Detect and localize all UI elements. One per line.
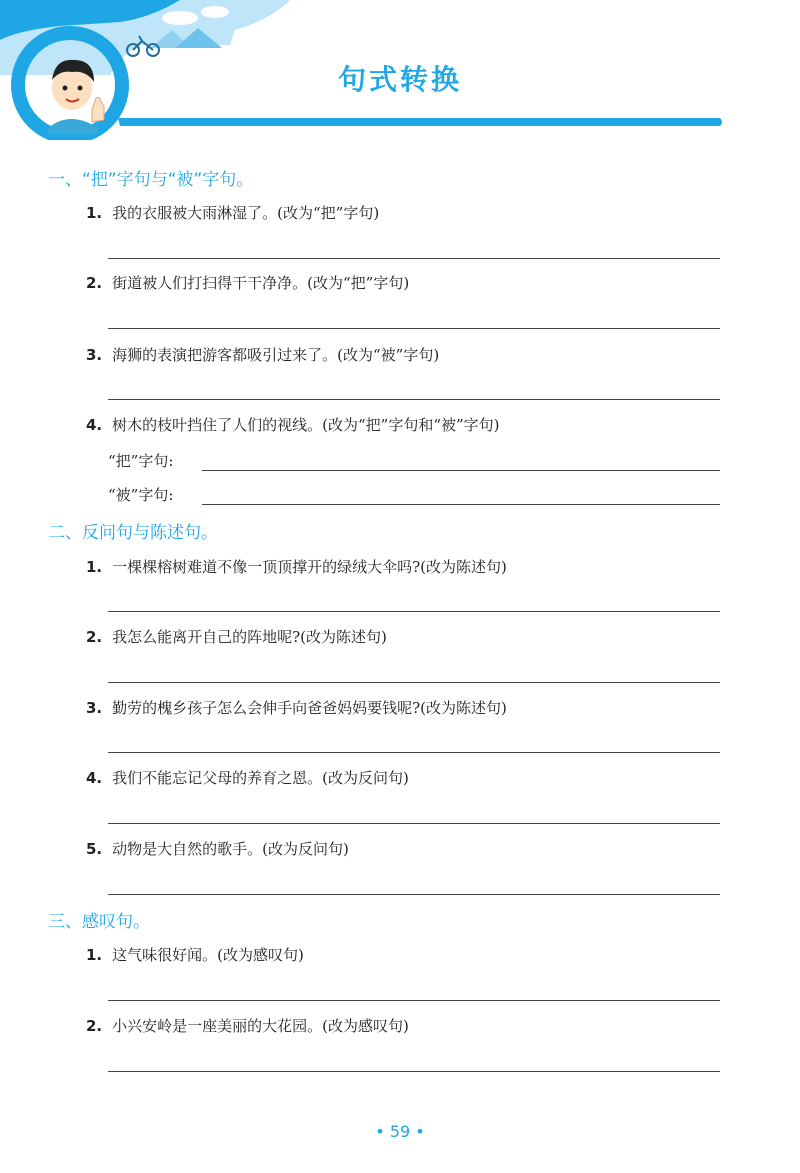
answer-line[interactable] [108,1000,720,1001]
question-number: 4. [86,416,103,434]
answer-line[interactable] [108,1071,720,1072]
answer-line[interactable] [108,258,720,259]
question-text: 动物是大自然的歌手。(改为反问句) [112,840,349,858]
question-3-1 [86,944,304,965]
question-1-2 [86,272,409,293]
question-2-3 [86,697,507,718]
question-text: 一棵棵榕树难道不像一顶顶撑开的绿绒大伞吗?(改为陈述句) [112,558,507,576]
page-number: • 59 • [375,1122,425,1141]
page-title: 句式转换 [337,63,462,96]
question-text: 海狮的表演把游客都吸引过来了。(改为“被”字句) [112,346,440,364]
question-number: 5. [86,840,103,858]
question-number: 2. [86,628,103,646]
answer-line[interactable] [108,752,720,753]
question-text: 这气味很好闻。(改为感叹句) [112,946,304,964]
question-text: 我们不能忘记父母的养育之恩。(改为反问句) [112,769,409,787]
answer-line[interactable] [108,399,720,400]
question-number: 1. [86,558,103,576]
sub-label-ba: “把”字句: [108,452,174,470]
question-number: 4. [86,769,103,787]
question-2-1 [86,556,507,577]
question-text: 我的衣服被大雨淋湿了。(改为“把”字句) [112,204,380,222]
answer-line[interactable] [108,894,720,895]
question-text: 我怎么能离开自己的阵地呢?(改为陈述句) [112,628,387,646]
question-text: 勤劳的槐乡孩子怎么会伸手向爸爸妈妈要钱呢?(改为陈述句) [112,699,507,717]
question-2-4 [86,767,409,788]
sub-label-bei: “被”字句: [108,486,174,504]
answer-line[interactable] [108,611,720,612]
question-number: 3. [86,346,103,364]
question-1-4 [86,414,500,435]
question-text: 小兴安岭是一座美丽的大花园。(改为感叹句) [112,1017,409,1035]
section-heading-2: 二、反问句与陈述句。 [48,523,218,543]
question-number: 2. [86,1017,103,1035]
answer-line-bei[interactable] [202,504,720,505]
question-number: 2. [86,274,103,292]
question-number: 1. [86,946,103,964]
question-3-2 [86,1015,409,1036]
answer-line[interactable] [108,328,720,329]
answer-line[interactable] [108,682,720,683]
section-heading-1: 一、“把”字句与“被”字句。 [48,170,254,190]
question-number: 1. [86,204,103,222]
question-number: 3. [86,699,103,717]
section-heading-3: 三、感叹句。 [48,912,150,932]
question-2-2 [86,626,387,647]
question-1-3 [86,344,439,365]
answer-line-ba[interactable] [202,470,720,471]
question-text: 街道被人们打扫得干干净净。(改为“把”字句) [112,274,410,292]
answer-line[interactable] [108,823,720,824]
question-text: 树木的枝叶挡住了人们的视线。(改为“把”字句和“被”字句) [112,416,500,434]
question-1-1 [86,202,379,223]
question-2-5 [86,838,349,859]
